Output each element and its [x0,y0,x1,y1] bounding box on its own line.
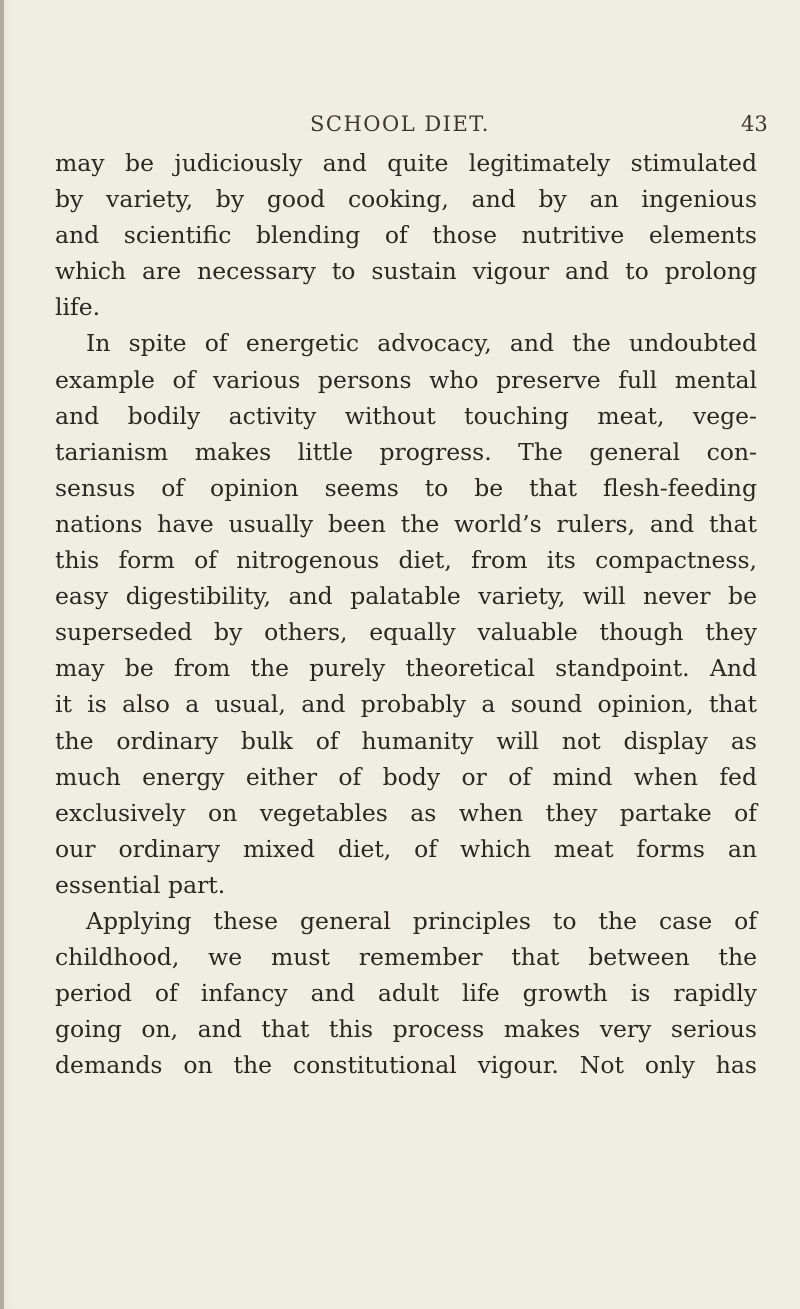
text-line: childhood, we must remember that between the [55,943,757,972]
text-line: by variety, by good cooking, and by an ingenious [55,185,757,214]
body-text [55,145,757,1083]
text-line: Applying these general principles to the case of [86,906,757,935]
text-line: sensus of opinion seems to be that flesh-feeding [55,473,757,502]
text-line: it is also a usual, and probably a sound opinion, that [55,690,757,719]
text-line: and bodily activity without touching meat, vege- [55,401,757,430]
text-line: superseded by others, equally valuable though they [55,618,757,647]
text-line: easy digestibility, and palatable variety, will never be [55,582,757,611]
text-line: example of various persons who preserve full mental [55,365,757,394]
text-line: tarianism makes little progress. The general con- [55,437,757,466]
text-line: our ordinary mixed diet, of which meat forms an [55,834,757,863]
text-line: life. [55,293,101,322]
text-line: exclusively on vegetables as when they partake of [55,798,757,827]
text-line: nations have usually been the world’s rulers, and that [55,509,757,538]
text-line: much energy either of body or of mind when fed [55,762,757,791]
text-line: may be from the purely theoretical standpoint. And [55,654,757,683]
text-line: period of infancy and adult life growth is rapidly [55,979,757,1008]
text-line: may be judiciously and quite legitimately stimulated [55,149,757,177]
text-line: which are necessary to sustain vigour and to prolong [55,257,757,286]
text-line: and scientific blending of those nutritive elements [55,221,757,250]
text-line: the ordinary bulk of humanity will not display as [55,726,757,755]
text-line: demands on the constitutional vigour. Not only has [55,1051,757,1080]
running-head: SCHOOL DIET. [310,112,490,136]
page-number: 43 [741,112,768,136]
text-line: essential part. [55,870,226,899]
text-line: going on, and that this process makes very serious [55,1015,757,1044]
page-binding-edge [0,0,4,1309]
text-line: this form of nitrogenous diet, from its compactness, [55,546,757,575]
text-line: In spite of energetic advocacy, and the undoubted [86,329,757,358]
